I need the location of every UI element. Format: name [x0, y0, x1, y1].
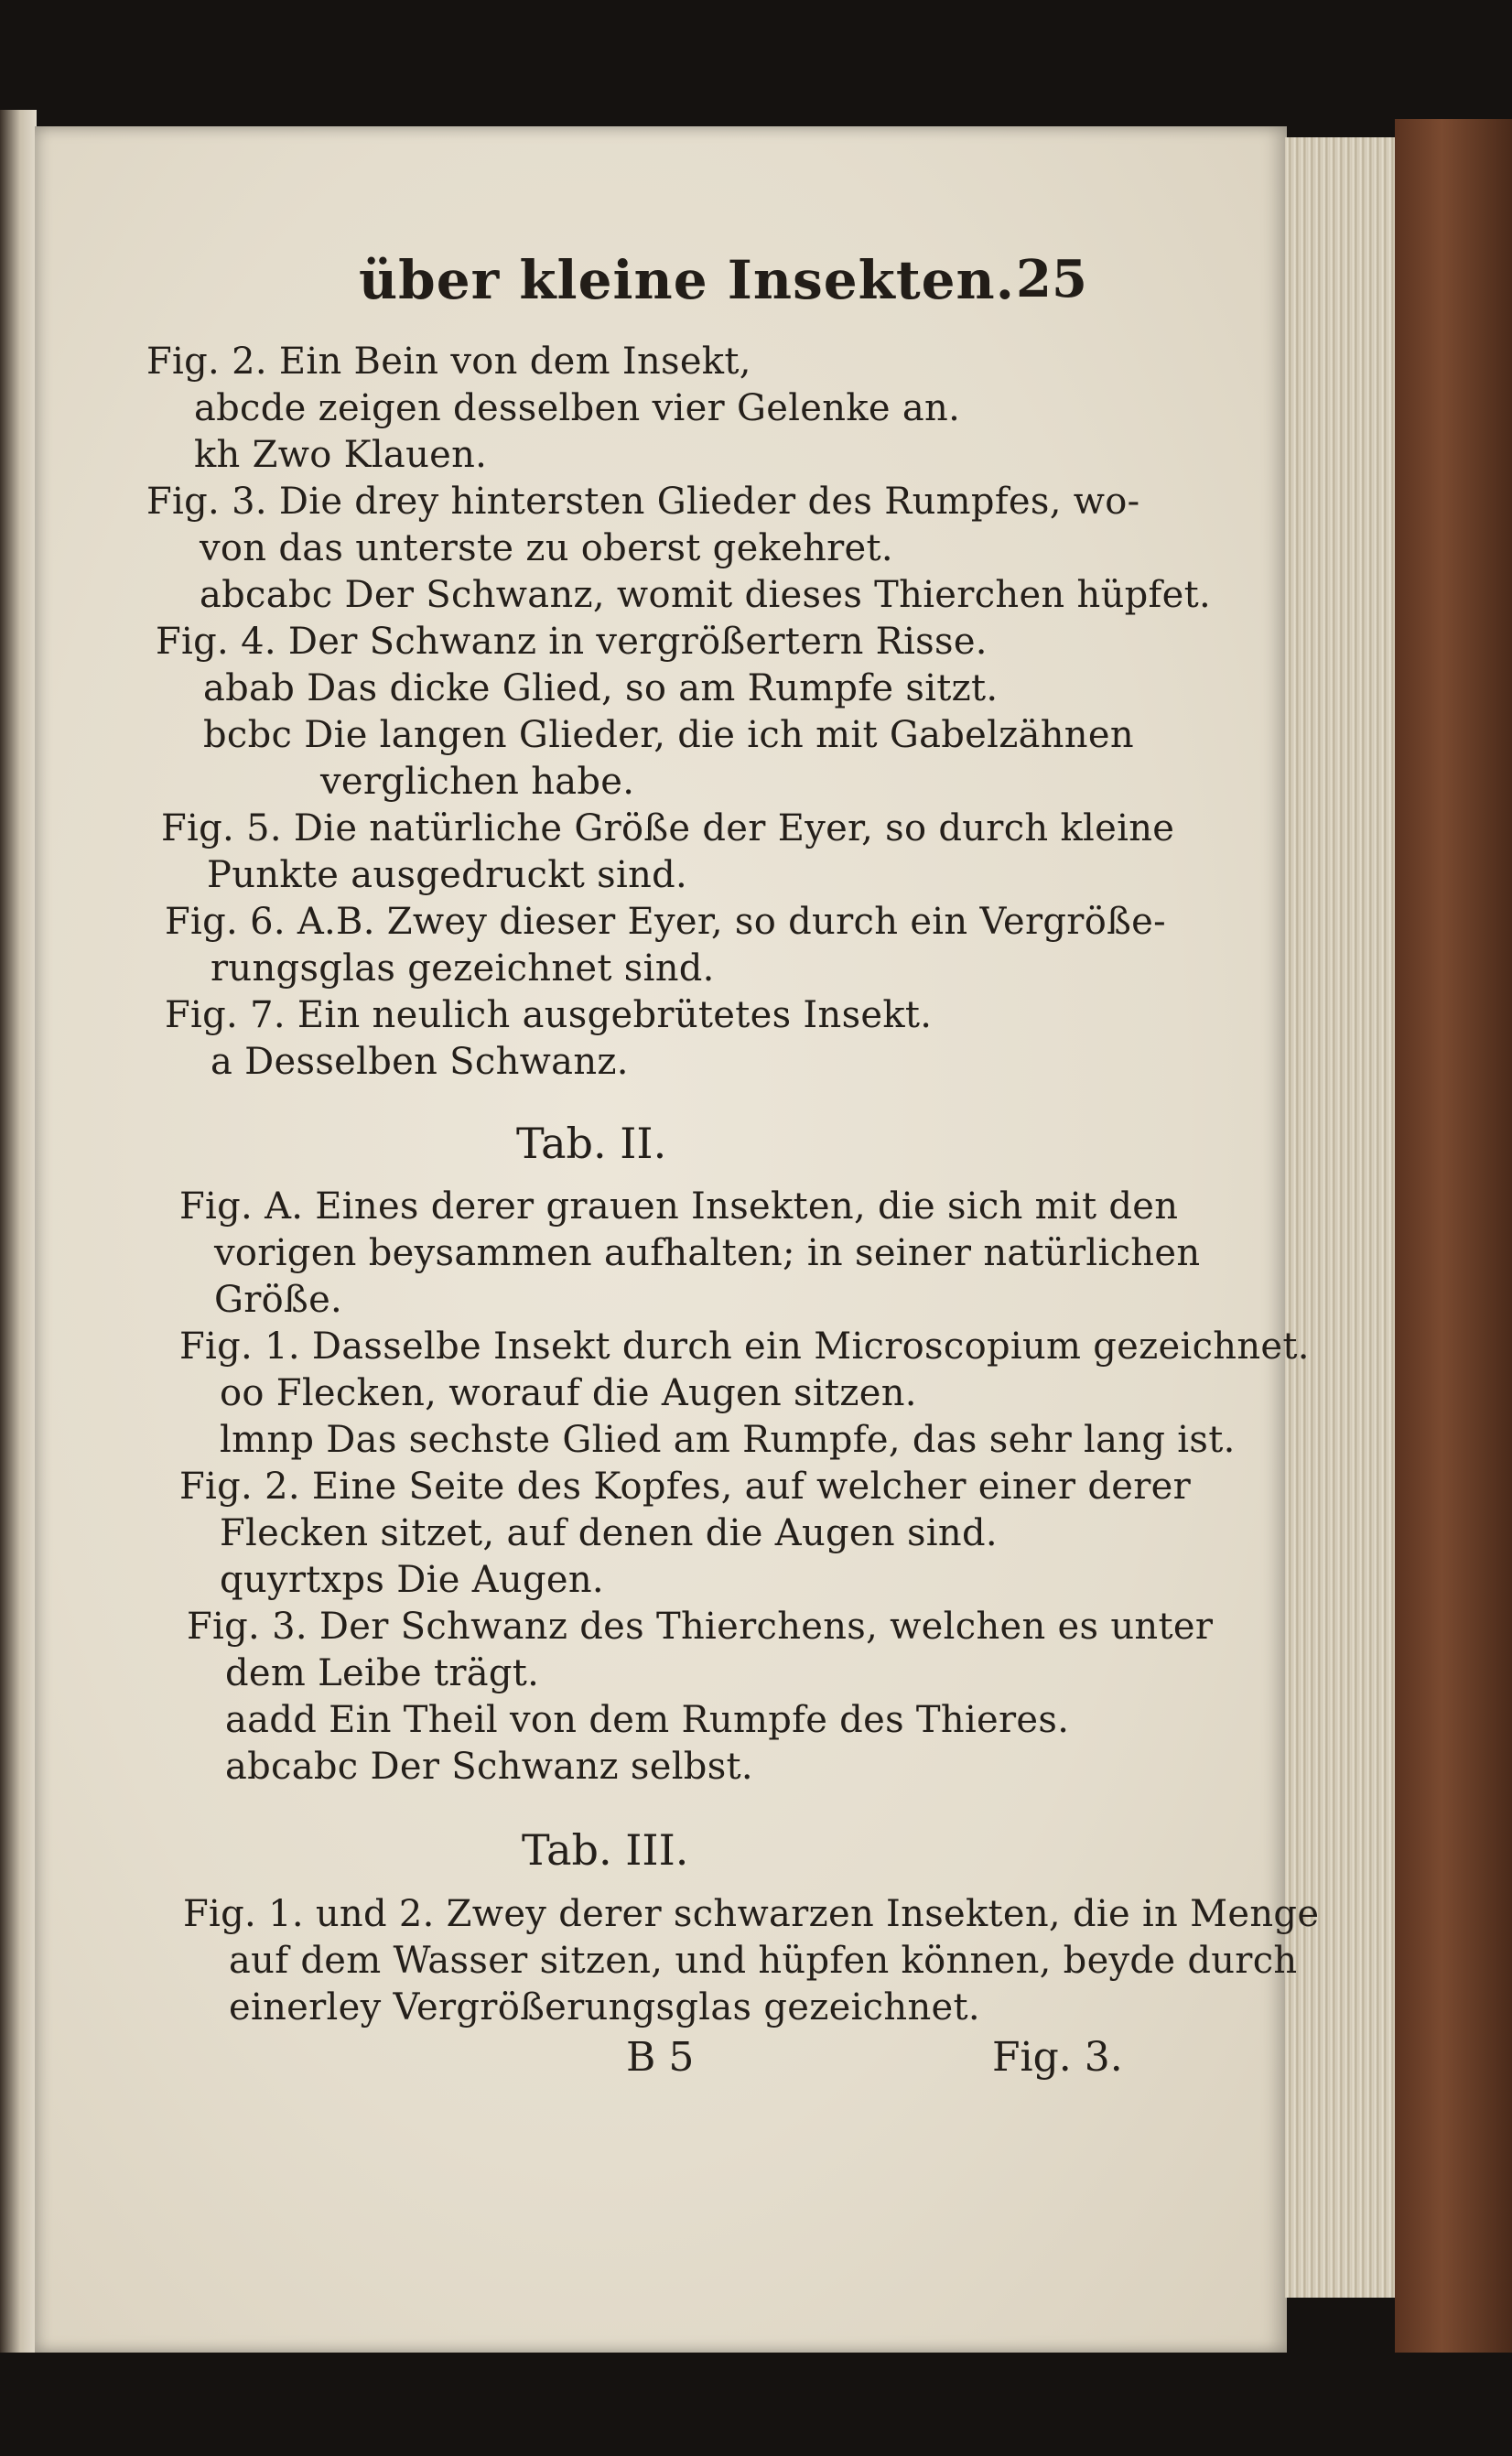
- book-cover-edge: [1395, 119, 1512, 2353]
- text-line: Fig. 3. Der Schwanz des Thierchens, welchen es unter: [187, 1606, 1214, 1648]
- text-line: abcde zeigen desselben vier Gelenke an.: [194, 387, 961, 429]
- text-line: Flecken sitzet, auf denen die Augen sind.: [220, 1512, 998, 1554]
- page-number: 25: [1016, 249, 1087, 309]
- text-line: Größe.: [214, 1279, 343, 1321]
- signature-mark: B 5: [626, 2034, 695, 2081]
- text-line: abcabc Der Schwanz, womit dieses Thierchen hüpfet.: [200, 574, 1211, 616]
- catchword: Fig. 3.: [992, 2034, 1123, 2081]
- text-line: a Desselben Schwanz.: [211, 1041, 629, 1083]
- text-line: Fig. 2. Eine Seite des Kopfes, auf welcher einer derer: [179, 1466, 1192, 1508]
- text-line: auf dem Wasser sitzen, und hüpfen können, beyde durch: [229, 1940, 1298, 1982]
- text-line: einerley Vergrößerungsglas gezeichnet.: [229, 1986, 980, 2029]
- text-line: von das unterste zu oberst gekehret.: [200, 527, 893, 569]
- text-line: aadd Ein Theil von dem Rumpfe des Thieres.: [225, 1699, 1070, 1741]
- section-heading-tab-3: Tab. III.: [522, 1825, 689, 1875]
- text-line: Fig. 7. Ein neulich ausgebrütetes Insekt.: [165, 994, 933, 1036]
- text-line: Fig. 4. Der Schwanz in vergrößertern Risse.: [156, 621, 988, 663]
- text-line: rungsglas gezeichnet sind.: [211, 947, 715, 990]
- text-line: Fig. 1. und 2. Zwey derer schwarzen Insekten, die in Menge: [183, 1893, 1320, 1935]
- text-line: abcabc Der Schwanz selbst.: [225, 1746, 753, 1788]
- text-line: Fig. 1. Dasselbe Insekt durch ein Microscopium gezeichnet.: [179, 1325, 1310, 1368]
- page-fore-edge: [1285, 137, 1395, 2298]
- left-page-edge: [0, 110, 37, 2353]
- text-line: Fig. 3. Die drey hintersten Glieder des Rumpfes, wo-: [146, 481, 1140, 523]
- text-line: verglichen habe.: [320, 761, 635, 803]
- text-line: Fig. 5. Die natürliche Größe der Eyer, so durch kleine: [161, 807, 1175, 849]
- text-line: oo Flecken, worauf die Augen sitzen.: [220, 1372, 917, 1414]
- text-line: Fig. 6. A.B. Zwey dieser Eyer, so durch ein Vergröße-: [165, 901, 1166, 943]
- text-line: abab Das dicke Glied, so am Rumpfe sitzt.: [203, 667, 999, 709]
- text-line: vorigen beysammen aufhalten; in seiner natürlichen: [214, 1232, 1201, 1274]
- text-line: bcbc Die langen Glieder, die ich mit Gabelzähnen: [203, 714, 1134, 756]
- text-line: quyrtxps Die Augen.: [220, 1559, 604, 1601]
- section-heading-tab-2: Tab. II.: [516, 1119, 667, 1168]
- running-head: über kleine Insekten.: [359, 249, 1015, 311]
- text-line: Fig. A. Eines derer grauen Insekten, die sich mit den: [179, 1185, 1179, 1228]
- text-line: dem Leibe trägt.: [225, 1652, 540, 1694]
- text-line: kh Zwo Klauen.: [194, 434, 488, 476]
- text-line: Fig. 2. Ein Bein von dem Insekt,: [146, 341, 751, 383]
- text-line: Punkte ausgedruckt sind.: [207, 854, 688, 896]
- text-line: lmnp Das sechste Glied am Rumpfe, das sehr lang ist.: [220, 1419, 1236, 1461]
